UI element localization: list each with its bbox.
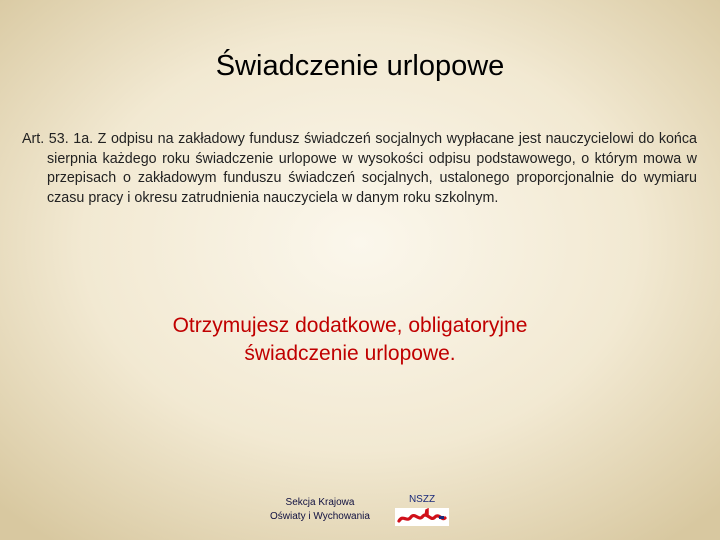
footer-org-line-2: Oświaty i Wychowania	[270, 511, 370, 522]
footer-organization	[255, 496, 385, 524]
union-logo	[394, 494, 450, 526]
callout-line-2: świadczenie urlopowe.	[244, 342, 456, 365]
article-text: Art. 53. 1a. Z odpisu na zakładowy fundusz świadczeń socjalnych wypłacane jest nauczycielowi do końca sierpnia każdego roku świadczenie urlopowe w wysokości odpisu podstawowego, o którym mowa w przepisach o zakładowym funduszu świadczeń socjalnych, ustalonego proporcjonalnie do wymiaru czasu pracy i okresu zatrudnienia nauczyciela w danym roku szkolnym.	[22, 131, 697, 206]
slide-title: Świadczenie urlopowe	[215, 50, 505, 82]
union-name: NSZZ	[408, 494, 436, 505]
callout	[70, 312, 630, 368]
callout-line-1: Otrzymujesz dodatkowe, obligatoryjne	[172, 314, 528, 337]
solidarnosc-logo-icon	[395, 508, 449, 526]
footer-org-line-1: Sekcja Krajowa	[285, 497, 355, 508]
